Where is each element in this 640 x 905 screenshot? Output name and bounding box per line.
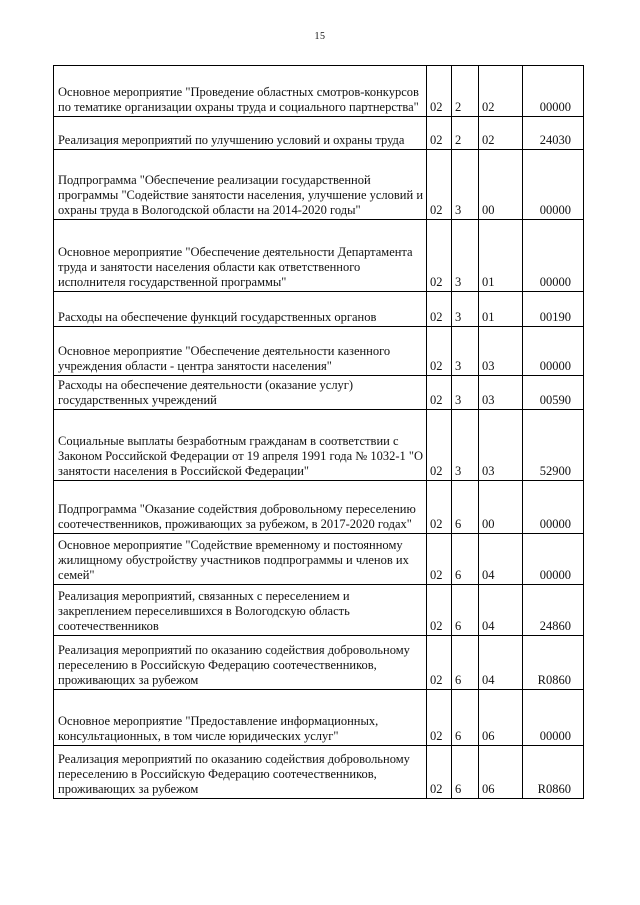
table-row	[54, 117, 584, 150]
activity-code: 02	[479, 66, 523, 117]
program-code: 02	[427, 117, 452, 150]
subprogram-code: 2	[452, 66, 479, 117]
table-row	[54, 220, 584, 292]
subprogram-code: 3	[452, 220, 479, 292]
table-row	[54, 150, 584, 220]
row-name: Основное мероприятие "Обеспечение деятельности казенного учреждения области - центра занятости населения"	[54, 327, 427, 376]
row-name: Социальные выплаты безработным гражданам в соответствии с Законом Российской Федерации от 19 апреля 1991 года № 1032-1 "О занятости населения в Российской Федерации"	[54, 410, 427, 481]
table-row	[54, 636, 584, 690]
program-code: 02	[427, 410, 452, 481]
subprogram-code: 2	[452, 117, 479, 150]
subprogram-code: 6	[452, 746, 479, 799]
row-name: Реализация мероприятий по оказанию содействия добровольному переселению в Российскую Федерацию соотечественников, проживающих за рубежом	[54, 746, 427, 799]
subprogram-code: 3	[452, 150, 479, 220]
program-code: 02	[427, 327, 452, 376]
table-row	[54, 746, 584, 799]
activity-code: 01	[479, 220, 523, 292]
direction-code: R0860	[523, 636, 584, 690]
direction-code: 00000	[523, 481, 584, 534]
row-name: Реализация мероприятий, связанных с переселением и закреплением переселившихся в Вологодскую область соотечественников	[54, 585, 427, 636]
row-name: Расходы на обеспечение функций государственных органов	[54, 292, 427, 327]
program-code: 02	[427, 376, 452, 410]
program-code: 02	[427, 292, 452, 327]
subprogram-code: 3	[452, 410, 479, 481]
subprogram-code: 6	[452, 690, 479, 746]
table-row	[54, 327, 584, 376]
subprogram-code: 3	[452, 327, 479, 376]
direction-code: R0860	[523, 746, 584, 799]
direction-code: 24030	[523, 117, 584, 150]
direction-code: 00000	[523, 220, 584, 292]
program-code: 02	[427, 220, 452, 292]
row-name: Расходы на обеспечение деятельности (оказание услуг) государственных учреждений	[54, 376, 427, 410]
table-row	[54, 690, 584, 746]
direction-code: 00000	[523, 327, 584, 376]
direction-code: 00000	[523, 690, 584, 746]
table-row	[54, 585, 584, 636]
row-name: Реализация мероприятий по улучшению условий и охраны труда	[54, 117, 427, 150]
row-name: Реализация мероприятий по оказанию содействия добровольному переселению в Российскую Федерацию соотечественников, проживающих за рубежом	[54, 636, 427, 690]
table-row	[54, 376, 584, 410]
activity-code: 04	[479, 636, 523, 690]
table-row	[54, 66, 584, 117]
direction-code: 00190	[523, 292, 584, 327]
table-row	[54, 481, 584, 534]
table-row	[54, 410, 584, 481]
activity-code: 01	[479, 292, 523, 327]
activity-code: 03	[479, 327, 523, 376]
activity-code: 03	[479, 410, 523, 481]
subprogram-code: 6	[452, 534, 479, 585]
activity-code: 04	[479, 534, 523, 585]
program-code: 02	[427, 66, 452, 117]
row-name: Основное мероприятие "Содействие временному и постоянному жилищному обустройству участников подпрограммы и членов их семей"	[54, 534, 427, 585]
subprogram-code: 6	[452, 636, 479, 690]
direction-code: 00000	[523, 534, 584, 585]
row-name: Основное мероприятие "Проведение областных смотров-конкурсов по тематике организации охраны труда и социального партнерства"	[54, 66, 427, 117]
direction-code: 24860	[523, 585, 584, 636]
direction-code: 00590	[523, 376, 584, 410]
row-name: Подпрограмма "Оказание содействия добровольному переселению соотечественников, проживающих за рубежом, в 2017-2020 годах"	[54, 481, 427, 534]
subprogram-code: 3	[452, 292, 479, 327]
program-code: 02	[427, 585, 452, 636]
program-code: 02	[427, 690, 452, 746]
direction-code: 00000	[523, 66, 584, 117]
subprogram-code: 6	[452, 585, 479, 636]
row-name: Основное мероприятие "Обеспечение деятельности Департамента труда и занятости населения области как ответственного исполнителя государственной программы"	[54, 220, 427, 292]
activity-code: 06	[479, 690, 523, 746]
activity-code: 02	[479, 117, 523, 150]
activity-code: 04	[479, 585, 523, 636]
activity-code: 03	[479, 376, 523, 410]
program-code: 02	[427, 150, 452, 220]
budget-classification-table	[53, 65, 584, 799]
subprogram-code: 3	[452, 376, 479, 410]
program-code: 02	[427, 636, 452, 690]
activity-code: 06	[479, 746, 523, 799]
activity-code: 00	[479, 481, 523, 534]
direction-code: 00000	[523, 150, 584, 220]
row-name: Основное мероприятие "Предоставление информационных, консультационных, в том числе юридических услуг"	[54, 690, 427, 746]
subprogram-code: 6	[452, 481, 479, 534]
program-code: 02	[427, 746, 452, 799]
activity-code: 00	[479, 150, 523, 220]
table-row	[54, 534, 584, 585]
program-code: 02	[427, 481, 452, 534]
page-number: 15	[314, 31, 326, 42]
direction-code: 52900	[523, 410, 584, 481]
row-name: Подпрограмма "Обеспечение реализации государственной программы "Содействие занятости населения, улучшение условий и охраны труда в Вологодской области на 2014-2020 годы"	[54, 150, 427, 220]
program-code: 02	[427, 534, 452, 585]
table-row	[54, 292, 584, 327]
